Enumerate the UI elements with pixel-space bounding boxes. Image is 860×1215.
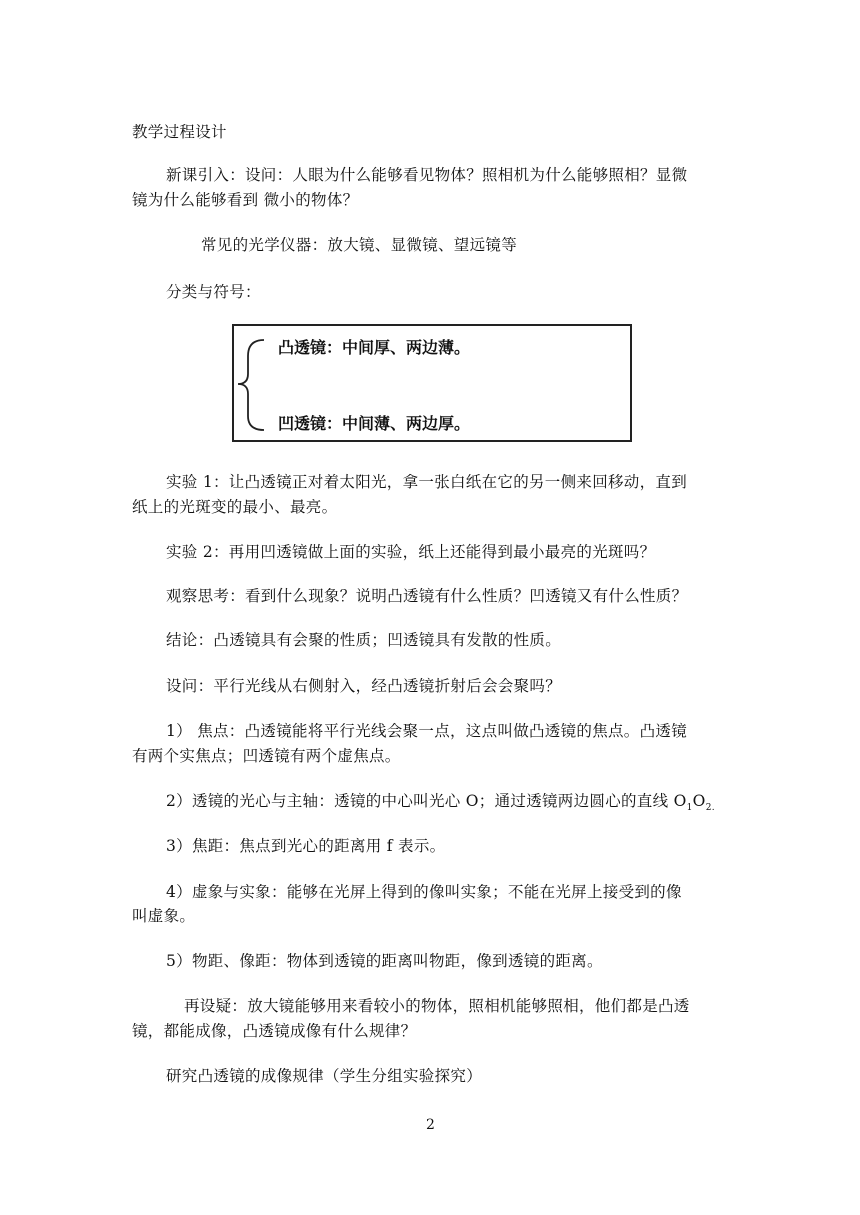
item-optical-center: 2）透镜的光心与主轴：透镜的中心叫光心 O；通过透镜两边圆心的直线 $O_1O_{2.}$: [166, 792, 715, 814]
item-focal-length: 3）焦距：焦点到光心的距离用 f 表示。: [166, 837, 446, 855]
intro-text-cont: 镜为什么能够看到 微小的物体？: [132, 191, 359, 209]
section-title: 教学过程设计: [132, 123, 227, 141]
classification-label: 分类与符号：: [166, 283, 261, 301]
item-focal-point: 1） 焦点：凸透镜能将平行光线会聚一点，这点叫做凸透镜的焦点。凸透镜: [166, 722, 687, 740]
lens-classification-box: [232, 324, 632, 442]
concave-lens-definition: 凹透镜：中间薄、两边厚。: [278, 414, 471, 433]
experiment-1: 实验 1：让凸透镜正对着太阳光，拿一张白纸在它的另一侧来回移动，直到: [166, 473, 687, 491]
re-question-cont: 镜，都能成像，凸透镜成像有什么规律？: [132, 1022, 417, 1040]
item-virtual-real-image: 4）虚象与实象：能够在光屏上得到的像叫实象；不能在光屏上接受到的像: [166, 883, 682, 901]
intro-text: 新课引入：设问：人眼为什么能够看见物体？照相机为什么能够照相？显微: [166, 166, 688, 184]
convex-lens-definition: 凸透镜：中间厚、两边薄。: [278, 338, 471, 357]
experiment-1-cont: 纸上的光斑变的最小、最亮。: [132, 498, 338, 516]
item-focal-point-cont: 有两个实焦点；凹透镜有两个虚焦点。: [132, 747, 401, 765]
experiment-2: 实验 2：再用凹透镜做上面的实验，纸上还能得到最小最亮的光斑吗？: [166, 543, 656, 561]
item-distances: 5）物距、像距：物体到透镜的距离叫物距，像到透镜的距离。: [166, 952, 603, 970]
page-number: 2: [426, 1117, 435, 1133]
research-title: 研究凸透镜的成像规律（学生分组实验探究）: [166, 1067, 483, 1085]
conclusion: 结论：凸透镜具有会聚的性质；凹透镜具有发散的性质。: [166, 631, 562, 649]
observe-think: 观察思考：看到什么现象？说明凸透镜有什么性质？凹透镜又有什么性质？: [166, 587, 688, 605]
instruments-text: 常见的光学仪器：放大镜、显微镜、望远镜等: [201, 236, 518, 254]
brace-icon: [234, 326, 274, 444]
item-virtual-real-image-cont: 叫虚象。: [132, 907, 196, 925]
question: 设问：平行光线从右侧射入，经凸透镜折射后会会聚吗？: [166, 677, 562, 695]
re-question: 再设疑：放大镜能够用来看较小的物体，照相机能够照相，他们都是凸透: [184, 997, 690, 1015]
